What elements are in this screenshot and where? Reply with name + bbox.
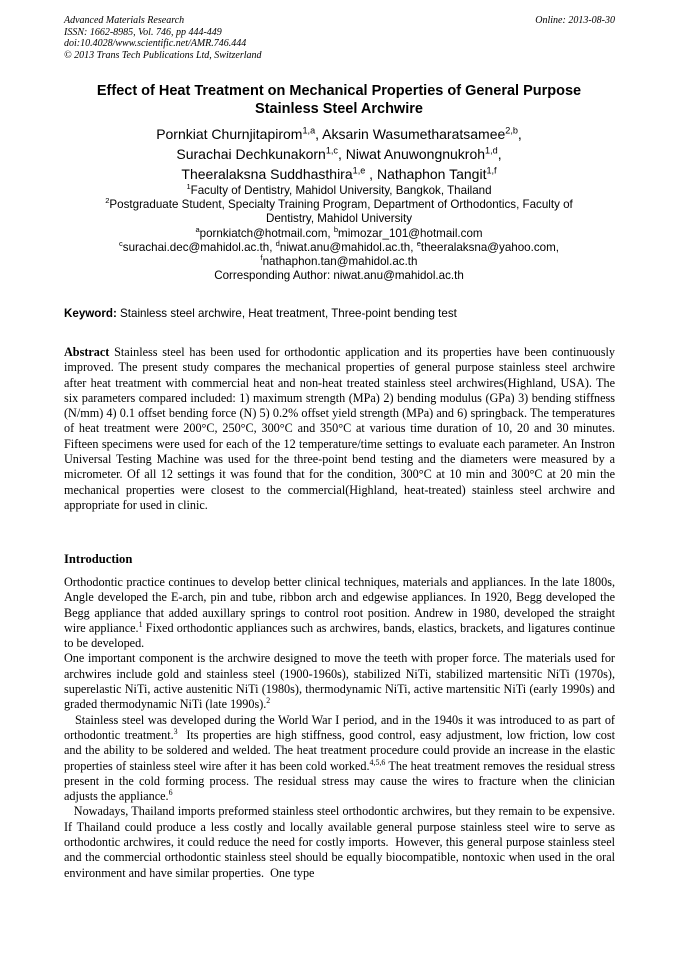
email-line-3	[60, 255, 618, 269]
author-line-2: Surachai Dechkunakorn$^{1,c}$, Niwat Anuwongnukroh$^{1,d}$,	[176, 145, 502, 162]
abstract-label: Abstract	[64, 345, 110, 359]
affiliation-text: Faculty of Dentistry, Mahidol University, Bangkok, Thailand	[190, 184, 492, 197]
affiliation-sup: 2	[105, 196, 110, 206]
author-sup: 1,d	[485, 145, 498, 156]
author-sup: 1,a	[302, 125, 316, 136]
citation-sup: 2	[266, 696, 271, 706]
paragraph-text: One important component is the archwire designed to move the teeth with proper force. The materials used for archwires include gold and stainless steel (1900-1960s), stabilized NiTi, stabilized martensitic NiTi (1970s), superelastic NiTi, active austenitic NiTi (1980s), thermodynamic NiTi, active martensitic NiTi (early 1990s) and graded thermodynamic NiTi (late 1990s).	[64, 651, 615, 712]
journal-issn: ISSN: 1662-8985, Vol. 746, pp 444-449	[64, 26, 222, 38]
author-sup: 1,e	[352, 165, 366, 176]
paragraph-text: The heat treatment removes the residual stress present in the cold forming process. The residual stress may cause the wires to fracture when the clinician adjusts the appliance.	[64, 758, 619, 804]
journal-doi: doi:10.4028/www.scientific.net/AMR.746.444	[64, 38, 247, 49]
online-date: Online: 2013-08-30	[535, 15, 615, 26]
paragraph-text: Orthodontic practice continues to develop better clinical techniques, materials and appliances. In the late 1800s, Angle developed the E-arch, pin and tube, ribbon arch and edgewise appliances. In 1920, Begg developed the Begg appliance that added auxillary springs to control root position. Andrew in 1980, developed the straight wire appliance.	[64, 575, 615, 635]
author-list	[60, 124, 618, 184]
journal-copyright: © 2013 Trans Tech Publications Ltd, Switzerland	[64, 49, 262, 61]
abstract-text: Stainless steel has been used for orthodontic application and its properties have been continuously improved. The present study compares the mechanical properties of general purpose stainless steel archwire after heat treatment with commercial heat and non-heat treated stainless steel archwires(Highland, USA). The six parameters compared included: 1) maximum strength (MPa) 2) bending modulus (GPa) 3) bending stiffness (N/mm) 4) 0.1 offset bending force (N) 5) 0.2% offset yield strength (MPa) and 6) springback. The temperatures of heat treatment were 200°C, 250°C, 300°C and 350°C at various time duration of 10, 20 and 30 minutes. Fifteen specimens were used for each of the 12 temperature/time settings to evaluate each parameter. An Instron Universal Testing Machine was used for the three-point bend testing and the diameters were measured by a micrometer. Of all 12 settings it was found that for the condition, 300°C at 10 min and 300°C at 20 min the mechanical properties were closest to the commercial(Highland, heat-treated) stainless steel archwire and appropriate for used in clinic.	[64, 345, 615, 512]
email-sup: e	[416, 238, 421, 248]
email-line-1	[60, 224, 618, 241]
paragraph-text: Its properties are high stiffness, good control, easy adjustment, low friction, low cost and the ability to be soldered and welded. The heat treatment procedure could provide an increase in the elastic properties of stainless steel wire after it has been cold worked.	[64, 727, 619, 773]
affiliation-text: Postgraduate Student, Specialty Training Program, Department of Orthodontics, Faculty of	[109, 198, 573, 212]
keywords	[64, 307, 616, 320]
email-a: pornkiatch@hotmail.com,	[199, 226, 334, 240]
journal-name: Advanced Materials Research	[64, 15, 185, 26]
author-sup: 1,c	[325, 145, 338, 156]
corresponding-author: Corresponding Author: niwat.anu@mahidol.ac.th	[214, 269, 464, 283]
journal-header	[64, 15, 262, 61]
email-f: nathaphon.tan@mahidol.ac.th	[262, 255, 418, 269]
citation-sup: 4,5,6	[369, 757, 386, 767]
author-line-3: Theeralaksna Suddhasthira$^{1,e}$ , Nathaphon Tangit$^{1,f}$	[181, 165, 497, 182]
email-sup: f	[260, 253, 263, 263]
intro-paragraph-4	[64, 804, 619, 880]
affiliations	[60, 184, 618, 283]
email-b: mimozar_101@hotmail.com	[338, 226, 483, 240]
affiliation-2	[60, 198, 618, 212]
keyword-label: Keyword:	[64, 307, 117, 320]
author-name: Theeralaksna Suddhasthira	[181, 166, 353, 182]
paragraph-text: Stainless steel was developed during the World War I period, and in the 1940s it was introduced to as part of orthodontic treatment.	[64, 712, 619, 742]
abstract	[64, 345, 615, 513]
introduction-body	[64, 575, 619, 881]
title-line-1: Effect of Heat Treatment on Mechanical Properties of General Purpose	[96, 83, 582, 99]
author-sup: 2,b	[505, 125, 518, 136]
email-e: theeralaksna@yahoo.com,	[420, 240, 559, 254]
email-sup: b	[333, 224, 339, 234]
author-name: Aksarin Wasumetharatsamee	[322, 126, 506, 142]
paragraph-text: Fixed orthodontic appliances such as archwires, bands, elastics, brackets, and ligatures continue to be developed.	[64, 620, 615, 651]
author-sup: 1,f	[486, 165, 497, 176]
citation-sup: 1	[138, 619, 143, 629]
affiliation-2-cont: Dentistry, Mahidol University	[265, 212, 413, 226]
author-name: Surachai Dechkunakorn	[176, 146, 326, 162]
intro-paragraph-1	[64, 575, 615, 651]
email-d: niwat.anu@mahidol.ac.th,	[279, 240, 417, 254]
section-heading-introduction: Introduction	[64, 552, 133, 566]
paragraph-text: Nowadays, Thailand imports preformed stainless steel orthodontic archwires, but they remain to be expensive. If Thailand could produce a less costly and locally available general purpose stainless steel wire to serve as orthodontic archwires, it could reduce the need for costly imports. However, this general purpose stainless steel and the commercial orthodontic stainless steel should be equally biocompatible, nontoxic when used in the oral environment and have similar properties. One type	[64, 804, 619, 880]
email-sup: d	[275, 238, 280, 248]
intro-paragraph-2	[64, 651, 615, 712]
keyword-text: Stainless steel archwire, Heat treatment, Three-point bending test	[116, 307, 457, 320]
citation-sup: 6	[168, 788, 173, 798]
author-line-1: Pornkiat Churnjitapirom$^{1,a}$, Aksarin Wasumetharatsamee$^{2,b}$,	[156, 125, 522, 142]
title-line-2: Stainless Steel Archwire	[255, 101, 423, 117]
author-name: Nathaphon Tangit	[376, 166, 487, 182]
email-sup: a	[195, 224, 200, 234]
email-sup: c	[119, 238, 123, 248]
affiliation-1	[60, 184, 618, 198]
author-name: Pornkiat Churnjitapirom	[156, 126, 303, 142]
affiliation-sup: 1	[186, 182, 191, 192]
author-name: Niwat Anuwongnukroh	[345, 146, 486, 162]
email-line-2	[60, 238, 618, 255]
email-c: surachai.dec@mahidol.ac.th,	[122, 240, 276, 254]
paper-title	[60, 82, 618, 118]
intro-paragraph-3	[64, 712, 619, 805]
citation-sup: 3	[173, 726, 178, 736]
